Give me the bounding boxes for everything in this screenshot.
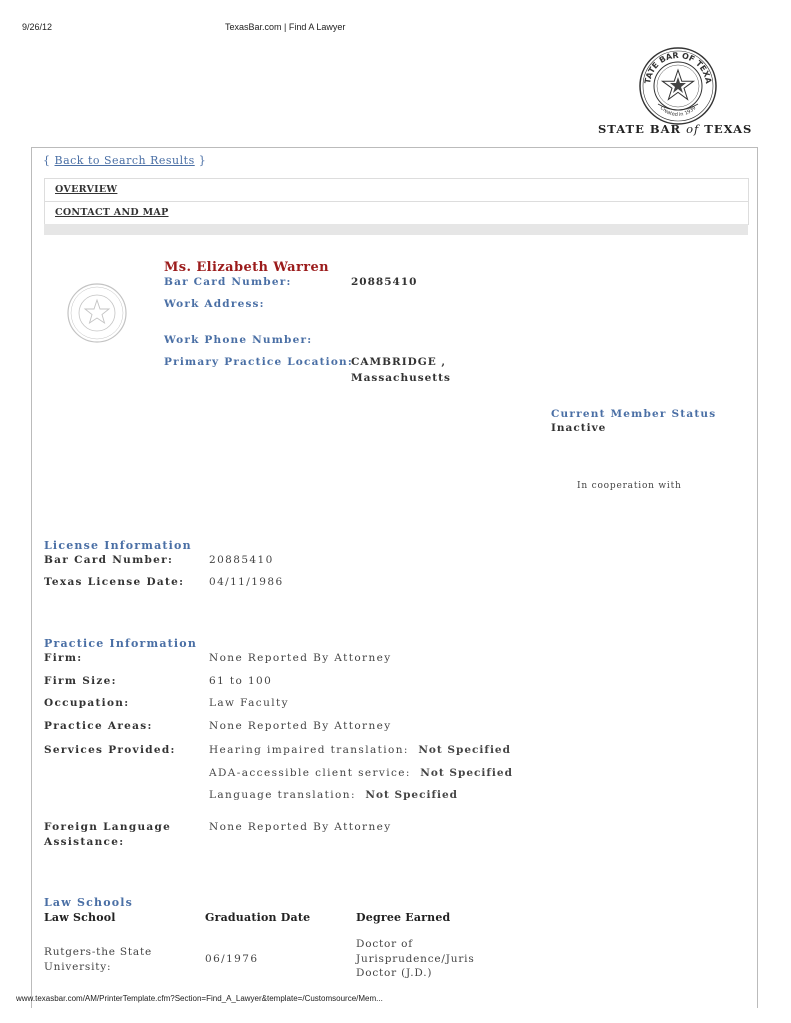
practice-areas-label: Practice Areas: bbox=[44, 720, 153, 732]
school-degree-line-3: Doctor (J.D.) bbox=[356, 967, 433, 979]
services-label: Services Provided: bbox=[44, 744, 176, 756]
print-date: 9/26/12 bbox=[22, 22, 53, 32]
bar-card-label: Bar Card Number: bbox=[164, 276, 292, 288]
foreign-language-label-1: Foreign Language bbox=[44, 821, 172, 833]
service-ada-row bbox=[209, 767, 513, 779]
brand-of: of bbox=[686, 122, 700, 136]
brand-part-1: STATE BAR bbox=[598, 122, 682, 136]
print-page-title: TexasBar.com | Find A Lawyer bbox=[225, 22, 346, 32]
service-hearing-value: Not Specified bbox=[418, 744, 511, 756]
license-bar-card-label: Bar Card Number: bbox=[44, 554, 174, 566]
bar-card-value: 20885410 bbox=[351, 276, 418, 288]
practice-heading: Practice Information bbox=[44, 637, 198, 650]
firm-value: None Reported By Attorney bbox=[209, 652, 392, 664]
tab-contact-and-map[interactable] bbox=[45, 202, 748, 224]
back-link-wrapper bbox=[43, 154, 206, 167]
firm-size-value: 61 to 100 bbox=[209, 675, 273, 687]
profile-photo-placeholder-seal bbox=[66, 282, 128, 344]
state-bar-wordmark bbox=[598, 122, 752, 136]
back-brace-open: { bbox=[43, 154, 55, 167]
service-ada-name: ADA-accessible client service: bbox=[209, 767, 411, 779]
primary-location-label: Primary Practice Location: bbox=[164, 356, 353, 368]
firm-label: Firm: bbox=[44, 652, 83, 664]
tab-overview[interactable] bbox=[45, 179, 748, 202]
occupation-value: Law Faculty bbox=[209, 697, 289, 709]
brand-part-2: TEXAS bbox=[704, 122, 753, 136]
seal-top-text: TATE BAR OF TEXA bbox=[643, 50, 713, 85]
profile-tabs bbox=[44, 178, 749, 225]
print-footer-url: www.texasbar.com/AM/PrinterTemplate.cfm?Section=Find_A_Lawyer&template=/Customsource/Mem... bbox=[16, 994, 383, 1003]
primary-location-city: CAMBRIDGE , bbox=[351, 356, 447, 368]
state-bar-seal-logo bbox=[638, 46, 718, 126]
practice-areas-value: None Reported By Attorney bbox=[209, 720, 392, 732]
school-graduation-date: 06/1976 bbox=[205, 953, 259, 965]
school-degree-line-2: Jurisprudence/Juris bbox=[356, 953, 475, 965]
license-bar-card-value: 20885410 bbox=[209, 554, 274, 566]
school-name-line-1: Rutgers-the State bbox=[44, 946, 153, 958]
col-law-school: Law School bbox=[44, 911, 116, 924]
tab-overview-label: OVERVIEW bbox=[55, 184, 118, 195]
service-language-name: Language translation: bbox=[209, 789, 356, 801]
primary-location-state: Massachusetts bbox=[351, 372, 451, 384]
firm-size-label: Firm Size: bbox=[44, 675, 117, 687]
member-status-label: Current Member Status bbox=[551, 408, 717, 420]
tab-contact-label: CONTACT AND MAP bbox=[55, 207, 169, 218]
col-graduation-date: Graduation Date bbox=[205, 911, 311, 924]
service-hearing-name: Hearing impaired translation: bbox=[209, 744, 409, 756]
lawyer-name: Ms. Elizabeth Warren bbox=[164, 260, 330, 275]
back-to-search-results-link[interactable]: Back to Search Results bbox=[54, 154, 195, 167]
license-date-value: 04/11/1986 bbox=[209, 576, 284, 588]
service-hearing-row bbox=[209, 744, 511, 756]
license-heading: License Information bbox=[44, 539, 192, 552]
license-date-label: Texas License Date: bbox=[44, 576, 185, 588]
col-degree-earned: Degree Earned bbox=[356, 911, 451, 924]
school-name-line-2: University: bbox=[44, 961, 112, 973]
foreign-language-label-2: Assistance: bbox=[44, 836, 125, 848]
work-address-label: Work Address: bbox=[164, 298, 265, 310]
foreign-language-value: None Reported By Attorney bbox=[209, 821, 392, 833]
occupation-label: Occupation: bbox=[44, 697, 130, 709]
work-phone-label: Work Phone Number: bbox=[164, 334, 313, 346]
service-language-value: Not Specified bbox=[365, 789, 458, 801]
service-ada-value: Not Specified bbox=[420, 767, 513, 779]
seal-bottom-text: Created in 1939 bbox=[658, 105, 698, 119]
back-brace-close: } bbox=[194, 154, 207, 167]
service-language-row bbox=[209, 789, 458, 801]
law-schools-heading: Law Schools bbox=[44, 896, 134, 909]
member-status-value: Inactive bbox=[551, 422, 607, 434]
tab-divider-bar bbox=[44, 224, 748, 235]
school-degree-line-1: Doctor of bbox=[356, 938, 413, 950]
cooperation-text: In cooperation with bbox=[577, 481, 682, 491]
